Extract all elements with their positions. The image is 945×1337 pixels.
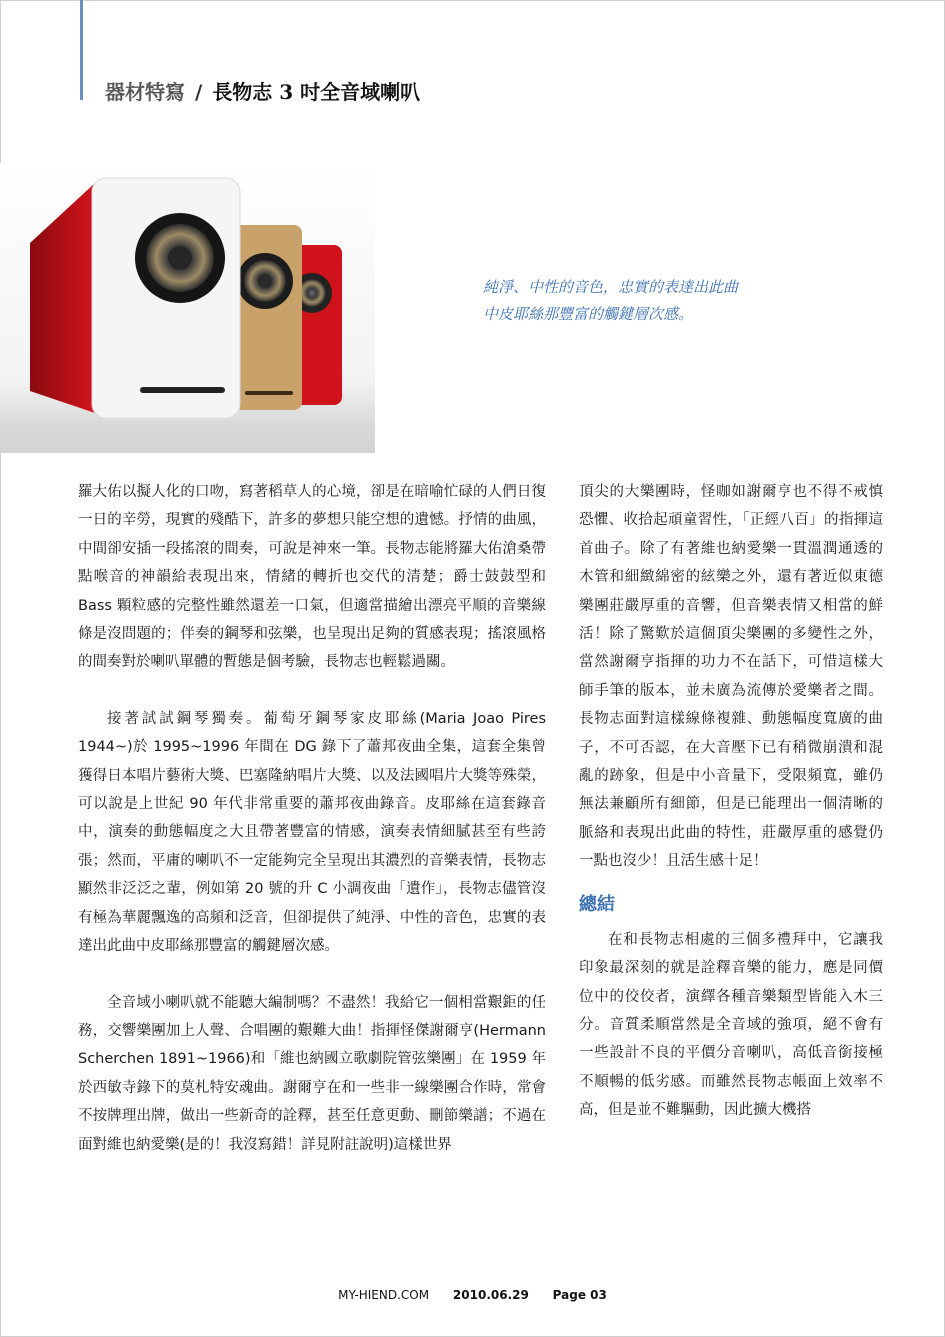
right-column bbox=[579, 478, 883, 1125]
header-section: 器材特寫 bbox=[105, 80, 185, 104]
pull-quote-line-2: 中皮耶絲那豐富的觸鍵層次感。 bbox=[483, 305, 694, 323]
left-paragraph-3: 全音域小喇叭就不能聽大編制嗎？不盡然！我給它一個相當艱鉅的任務，交響樂團加上人聲、合唱團的艱難大曲！指揮怪傑謝爾亨(Hermann Scherchen 1891~1966)和「維也納國立歌劇院管弦樂團」在 1959 年於西敏寺錄下的莫札特安魂曲。謝爾亨在和一些非一線樂團合作時，常會不按牌理出牌，做出一些新奇的詮釋，甚至任意更動、刪節樂譜；不過在面對維也納愛樂(是的！我沒寫錯！詳見附註說明)這樣世界 bbox=[78, 994, 546, 1153]
pull-quote bbox=[483, 274, 903, 328]
speaker-photo bbox=[0, 163, 375, 453]
pull-quote-line-1: 純淨、中性的音色，忠實的表達出此曲 bbox=[483, 278, 739, 296]
tan-speaker bbox=[232, 225, 302, 410]
left-column bbox=[78, 478, 546, 1159]
footer-site: MY-HIEND.COM bbox=[338, 1288, 430, 1302]
left-paragraph-2: 接著試試鋼琴獨奏。葡萄牙鋼琴家皮耶絲(Maria Joao Pires 1944~)於 1995~1996 年間在 DG 錄下了蕭邦夜曲全集，這套全集曾獲得日本唱片藝術大獎、巴塞隆納唱片大獎、以及法國唱片大獎等殊榮，可以說是上世紀 90 年代非常重要的蕭邦夜曲錄音。皮耶絲在這套錄音中，演奏的動態幅度之大且帶著豐富的情感，演奏表情細膩甚至有些誇張；然而，平庸的喇叭不一定能夠完全呈現出其濃烈的音樂表情，長物志顯然非泛泛之輩，例如第 20 號的升 C 小調夜曲「遺作」，長物志儘管沒有極為華麗飄逸的高頻和泛音，但卻提供了純淨、中性的音色，忠實的表達出此曲中皮耶絲那豐富的觸鍵層次感。 bbox=[78, 710, 546, 955]
speaker-photo-illustration bbox=[0, 163, 375, 453]
conclusion-paragraph: 在和長物志相處的三個多禮拜中，它讓我印象最深刻的就是詮釋音樂的能力，應是同價位中的佼佼者，演繹各種音樂類型皆能入木三分。音質柔順當然是全音域的強項，絕不會有一些設計不良的平價分音喇叭，高低音銜接極不順暢的低劣感。而雖然長物志帳面上效率不高，但是並不難驅動，因此擴大機搭 bbox=[579, 931, 883, 1119]
section-title-conclusion: 總結 bbox=[579, 893, 615, 915]
left-paragraph-1: 羅大佑以擬人化的口吻，寫著稻草人的心境，卻是在暗喻忙碌的人們日復一日的辛勞，現實的殘酷下，許多的夢想只能空想的遺憾。抒情的曲風，中間卻安插一段搖滾的間奏，可說是神來一筆。長物志能將羅大佑滄桑帶點喉音的神韻給表現出來，情緒的轉折也交代的清楚；爵士鼓鼓型和 Bass 顆粒感的完整性雖然還差一口氣，但適當描繪出漂亮平順的音樂線條是沒問題的；伴奏的鋼琴和弦樂，也呈現出足夠的質感表現；搖滾風格的間奏對於喇叭單體的暫態是個考驗，長物志也輕鬆過關。 bbox=[78, 484, 546, 671]
page-footer bbox=[0, 1288, 945, 1302]
footer-date: 2010.06.29 bbox=[452, 1288, 529, 1302]
header-accent-rule bbox=[80, 0, 83, 100]
footer-page-number: Page 03 bbox=[552, 1288, 607, 1302]
header-separator: / bbox=[195, 80, 203, 104]
page-header bbox=[105, 76, 420, 105]
header-title: 長物志 3 吋全音域喇叭 bbox=[212, 80, 421, 104]
right-paragraph-1: 頂尖的大樂團時，怪咖如謝爾亨也不得不戒慎恐懼、收拾起頑童習性，「正經八百」的指揮這首曲子。除了有著維也納愛樂一貫溫潤通透的木管和細緻綿密的絃樂之外，還有著近似東德樂團莊嚴厚重的音響，但音樂表情又相當的鮮活！除了驚歎於這個頂尖樂團的多變性之外，當然謝爾亨指揮的功力不在話下，可惜這樣大師手筆的版本，並未廣為流傳於愛樂者之間。長物志面對這樣線條複雜、動態幅度寬廣的曲子，不可否認，在大音壓下已有稍微崩潰和混亂的跡象，但是中小音量下，受限頻寬，雖仍無法兼顧所有細節，但是已能理出一個清晰的脈絡和表現出此曲的特性，莊嚴厚重的感覺仍一點也沒少！且活生感十足！ bbox=[579, 484, 883, 870]
